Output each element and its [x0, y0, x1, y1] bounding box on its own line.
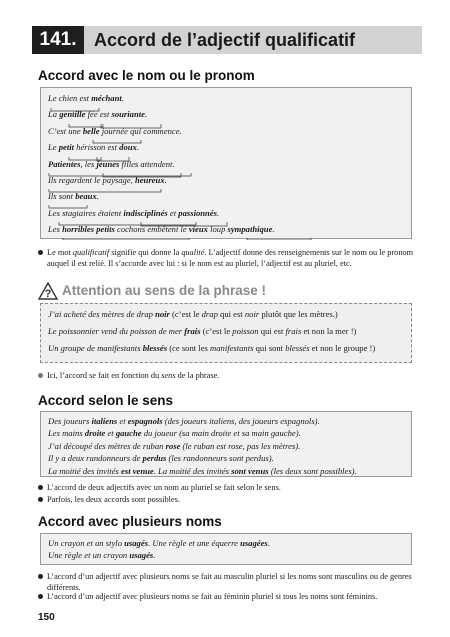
example-sentence: [48, 453, 274, 463]
example-sentence: [48, 208, 219, 218]
adjective-highlight: jeunes: [96, 158, 120, 169]
text-run: .: [144, 109, 148, 120]
example-sentence: [48, 191, 99, 201]
text-run: qui est: [258, 326, 286, 336]
adjective-highlight: beaux: [75, 191, 97, 202]
text-run: du joueur (sa main droite et sa main gauche).: [141, 428, 301, 439]
text-run: plutôt que les mètres.): [259, 309, 338, 319]
adjective-highlight: frais: [184, 326, 201, 336]
example-sentence: [48, 343, 375, 353]
note-text: [47, 591, 418, 602]
example-sentence: [48, 175, 167, 185]
text-run: Il y a deux randonneurs de: [48, 453, 143, 464]
adjective-highlight: sympathique: [227, 224, 273, 235]
bullet-item: [38, 482, 418, 493]
text-run: drap: [201, 309, 218, 319]
text-run: poisson: [232, 326, 259, 336]
examples-box-noun-pronoun: [40, 87, 412, 239]
lesson-number: 141.: [32, 26, 84, 54]
text-run: L’accord d’un adjectif avec plusieurs noms se fait au féminin pluriel si tous les noms sont féminins.: [47, 592, 378, 601]
text-run: C’est une: [48, 125, 83, 136]
text-run: de la phrase.: [175, 371, 220, 380]
text-run: .: [96, 191, 99, 202]
adjective-highlight: gauche: [115, 428, 142, 439]
adjective-highlight: vieux: [188, 224, 208, 235]
text-run: journée qui commence.: [99, 125, 182, 136]
text-run: qui sont: [253, 343, 286, 353]
text-run: Une règle et un crayon: [48, 550, 130, 560]
adjective-highlight: passionnés: [178, 207, 217, 218]
text-run: Des joueurs: [48, 416, 92, 426]
examples-box-plusieurs-noms: [40, 533, 412, 565]
adjective-highlight: est venue: [121, 465, 154, 476]
text-run: L’accord d’un adjectif avec plusieurs noms se fait au masculin pluriel si les noms sont masculins ou de genres différents.: [47, 572, 412, 592]
example-sentence: [48, 142, 139, 152]
adjective-highlight: espagnols: [127, 416, 163, 426]
example-sentence: [48, 93, 124, 103]
bullet-item: [38, 494, 418, 505]
text-run: qualité: [181, 248, 205, 257]
text-run: Ici, l’accord se fait en fonction du: [47, 371, 162, 380]
text-run: . L’adjectif donne des renseignements sur le nom ou le pronom auquel il est relié. Il s’accorde avec lui : si le nom est au pluriel, l’adjectif est au pluriel, etc.: [47, 248, 414, 268]
lesson-title: Accord de l’adjectif qualificatif: [94, 30, 356, 50]
example-sentence: [48, 224, 275, 234]
note-text: [47, 370, 418, 381]
text-run: J’ai découpé des mètres de ruban: [48, 440, 166, 451]
bullet-dot: [38, 373, 43, 378]
text-run: manifestants: [210, 343, 254, 353]
example-sentence: [48, 126, 182, 136]
text-run: (des joueurs italiens, des joueurs espagnols).: [162, 416, 320, 426]
text-run: filles attendent.: [119, 158, 175, 169]
text-run: Le poissonnier vend du poisson de mer: [48, 326, 185, 336]
adjective-highlight: souriante: [111, 109, 145, 120]
adjective-highlight: heureux: [134, 175, 165, 185]
example-sentence: [48, 109, 147, 119]
text-run: .: [216, 207, 220, 218]
page-number: 150: [38, 612, 55, 623]
section-heading-plusieurs-noms: Accord avec plusieurs noms: [38, 514, 222, 529]
example-sentence: [48, 428, 301, 438]
text-run: Le mot: [47, 248, 73, 257]
text-run: (c’est le: [169, 309, 202, 319]
text-run: et: [117, 416, 128, 426]
warning-icon: [38, 282, 58, 300]
text-run: . Une règle et une équerre: [148, 538, 241, 548]
adjective-highlight: usagées: [240, 538, 268, 548]
text-run: L’accord de deux adjectifs avec un nom au pluriel se fait selon le sens.: [47, 483, 281, 492]
adjective-highlight: usagés: [129, 550, 154, 560]
text-run: qui est: [217, 309, 245, 319]
text-run: Un crayon et un stylo: [48, 538, 125, 548]
note-text: [47, 482, 418, 493]
text-run: Parfois, les deux accords sont possibles.: [47, 495, 180, 504]
text-run: loup: [207, 224, 228, 235]
text-run: et non le groupe !): [309, 343, 376, 353]
text-run: frais: [285, 326, 302, 336]
bullet-dot: [38, 594, 43, 599]
text-run: qualificatif: [72, 248, 110, 257]
text-run: sens: [161, 371, 176, 380]
adjective-highlight: indisciplinés: [123, 207, 168, 218]
text-run: Un groupe de manifestants: [48, 343, 143, 353]
text-run: Les mains: [48, 428, 85, 439]
text-run: .: [267, 538, 270, 548]
attention-heading: Attention au sens de la phrase !: [62, 283, 267, 298]
example-sentence: [48, 441, 300, 451]
section-heading-sens: Accord selon le sens: [38, 393, 174, 408]
text-run: signifie qui donne la: [109, 248, 182, 257]
example-sentence: [48, 309, 338, 319]
example-sentence: [48, 538, 270, 548]
adjective-highlight: gentille: [59, 109, 86, 120]
text-run: Le: [48, 142, 59, 153]
bullet-dot: [38, 250, 43, 255]
bullet-item: [38, 591, 418, 602]
section-heading-noun-pronoun: Accord avec le nom ou le pronom: [38, 68, 255, 83]
text-run: .: [121, 93, 124, 103]
text-run: . La moitié des invités: [153, 465, 232, 476]
text-run: La: [48, 109, 60, 120]
note-qualificatif: [38, 247, 418, 269]
text-run: J’ai acheté des mètres de drap: [48, 309, 156, 319]
text-run: noir: [244, 309, 260, 319]
adjective-highlight: rose: [165, 440, 181, 451]
bullet-dot: [38, 497, 43, 502]
adjective-highlight: horribles petits: [62, 224, 115, 235]
text-run: Ils regardent le paysage,: [48, 175, 135, 185]
attention-heading-row: [38, 282, 418, 300]
adjective-highlight: belle: [82, 125, 100, 136]
text-run: .: [153, 550, 156, 560]
adjective-highlight: petit: [58, 142, 75, 153]
text-run: (le ruban est rose, pas les mètres).: [180, 440, 301, 451]
text-run: et non la mer !): [301, 326, 357, 336]
example-sentence: [48, 416, 320, 426]
note-text: [47, 247, 418, 269]
adjective-highlight: blessés: [142, 343, 168, 353]
example-sentence: [48, 326, 356, 336]
bullet-dot: [38, 485, 43, 490]
text-run: (les deux sont possibles).: [268, 465, 357, 476]
text-run: La moitié des invités: [48, 465, 122, 476]
text-run: .: [164, 175, 167, 185]
adjective-highlight: Patientes: [48, 158, 81, 169]
adjective-highlight: doux: [119, 142, 137, 153]
note-text: [47, 571, 418, 593]
lesson-title-bar: [32, 26, 422, 54]
adjective-highlight: italiens: [91, 416, 118, 426]
text-run: hérisson est: [74, 142, 120, 153]
adjective-highlight: usagés: [124, 538, 149, 548]
bullet-dot: [38, 574, 43, 579]
adjective-highlight: droite: [84, 428, 106, 439]
bullet-item: [38, 571, 418, 593]
example-sentence: [48, 466, 357, 476]
adjective-highlight: méchant: [91, 93, 122, 103]
text-run: et: [105, 428, 116, 439]
examples-box-sens: [40, 411, 412, 477]
text-run: Ils sont: [48, 191, 76, 202]
text-run: (c’est le: [200, 326, 233, 336]
text-run: .: [272, 224, 275, 235]
text-run: Le chien est: [48, 93, 92, 103]
svg-text:?: ?: [44, 288, 52, 300]
examples-box-attention: [40, 303, 412, 363]
text-run: (les randonneurs sont perdus).: [166, 453, 274, 464]
text-run: fée est: [85, 109, 112, 120]
text-run: cochons embêtent le: [114, 224, 189, 235]
text-run: et: [167, 207, 179, 218]
text-run: Les stagiaires étaient: [48, 207, 124, 218]
example-sentence: [48, 550, 155, 560]
adjective-highlight: noir: [155, 309, 170, 319]
text-run: , les: [80, 158, 97, 169]
text-run: .: [136, 142, 139, 153]
example-sentence: [48, 159, 175, 169]
text-run: (ce sont les: [167, 343, 211, 353]
note-text: [47, 494, 418, 505]
note-sens: [38, 370, 418, 381]
adjective-highlight: perdus: [142, 453, 167, 464]
text-run: Les: [48, 224, 63, 235]
text-run: blessés: [285, 343, 310, 353]
adjective-highlight: sont venus: [231, 465, 269, 476]
